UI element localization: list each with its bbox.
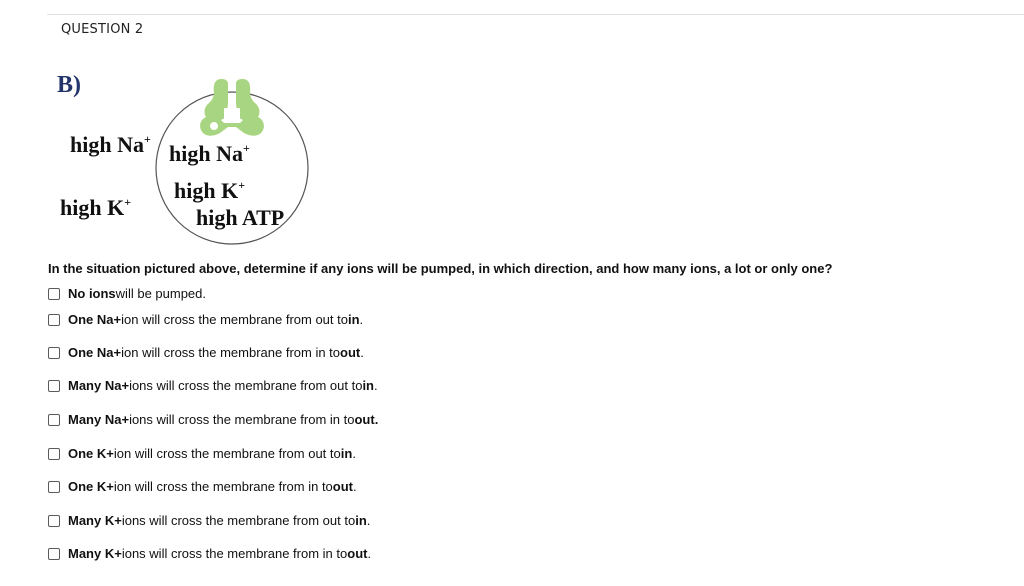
option-bold: Many Na+: [68, 412, 130, 427]
option-text: ions will cross the membrane from out to: [121, 513, 356, 528]
option-tail: .: [374, 378, 378, 393]
option-bold-end: in: [355, 513, 367, 528]
option-text: ions will cross the membrane from in to: [121, 546, 348, 561]
checkbox[interactable]: [48, 288, 60, 300]
answer-option[interactable]: [48, 546, 371, 561]
option-tail: .: [353, 479, 357, 494]
option-text: ion will cross the membrane from in to: [121, 345, 341, 360]
option-bold: Many K+: [68, 546, 122, 561]
option-bold-end: in: [340, 446, 353, 461]
option-bold: Many Na+: [68, 378, 130, 393]
outside-na-label: high Na+: [70, 132, 151, 157]
inside-k-label: high K+: [174, 178, 246, 203]
answer-option[interactable]: [48, 513, 370, 528]
cell-diagram: [0, 0, 340, 250]
inside-na-label: high Na+: [169, 141, 250, 166]
cell-diagram-graphic: [0, 0, 340, 250]
checkbox[interactable]: [48, 347, 60, 359]
option-bold: No ions: [68, 286, 116, 301]
answer-option[interactable]: [48, 479, 357, 494]
option-tail: .: [352, 446, 356, 461]
option-bold-end: out: [332, 479, 354, 494]
checkbox[interactable]: [48, 481, 60, 493]
option-tail: .: [359, 312, 364, 327]
option-bold: Many K+: [68, 513, 122, 528]
answer-option[interactable]: [48, 378, 378, 393]
question-header: QUESTION 2: [61, 22, 144, 37]
checkbox[interactable]: [48, 515, 60, 527]
answer-option[interactable]: [48, 345, 364, 360]
option-text: will be pumped.: [115, 286, 206, 301]
option-tail: .: [367, 546, 372, 561]
checkbox[interactable]: [48, 414, 60, 426]
pump-protein-icon: [200, 79, 264, 136]
option-text: ions will cross the membrane from in to: [129, 412, 355, 427]
answer-option[interactable]: [48, 412, 378, 427]
outside-k-label: high K+: [60, 195, 132, 220]
checkbox[interactable]: [48, 548, 60, 560]
option-bold-end: out: [347, 546, 368, 561]
option-bold: One Na+: [68, 312, 122, 327]
checkbox[interactable]: [48, 314, 60, 326]
option-bold: One Na+: [68, 345, 122, 360]
part-label: B): [57, 72, 81, 98]
checkbox[interactable]: [48, 448, 60, 460]
answer-option[interactable]: [48, 286, 206, 301]
option-bold-end: in: [347, 312, 360, 327]
option-text: ions will cross the membrane from out to: [129, 378, 363, 393]
option-bold-end: out: [340, 345, 361, 360]
checkbox[interactable]: [48, 380, 60, 392]
option-tail: .: [366, 513, 371, 528]
answer-option[interactable]: [48, 312, 363, 327]
option-bold: One K+: [68, 479, 114, 494]
option-text: ion will cross the membrane from out to: [121, 312, 348, 327]
option-text: ion will cross the membrane from out to: [113, 446, 341, 461]
answer-option[interactable]: [48, 446, 356, 461]
option-bold-end: out.: [354, 412, 379, 427]
question-prompt: In the situation pictured above, determine if any ions will be pumped, in which direction, and how many ions, a lot or only one?: [48, 261, 833, 276]
option-text: ion will cross the membrane from in to: [113, 479, 333, 494]
option-bold-end: in: [362, 378, 374, 393]
option-bold: One K+: [68, 446, 114, 461]
inside-atp-label: high ATP: [196, 205, 285, 230]
option-tail: .: [360, 345, 364, 360]
